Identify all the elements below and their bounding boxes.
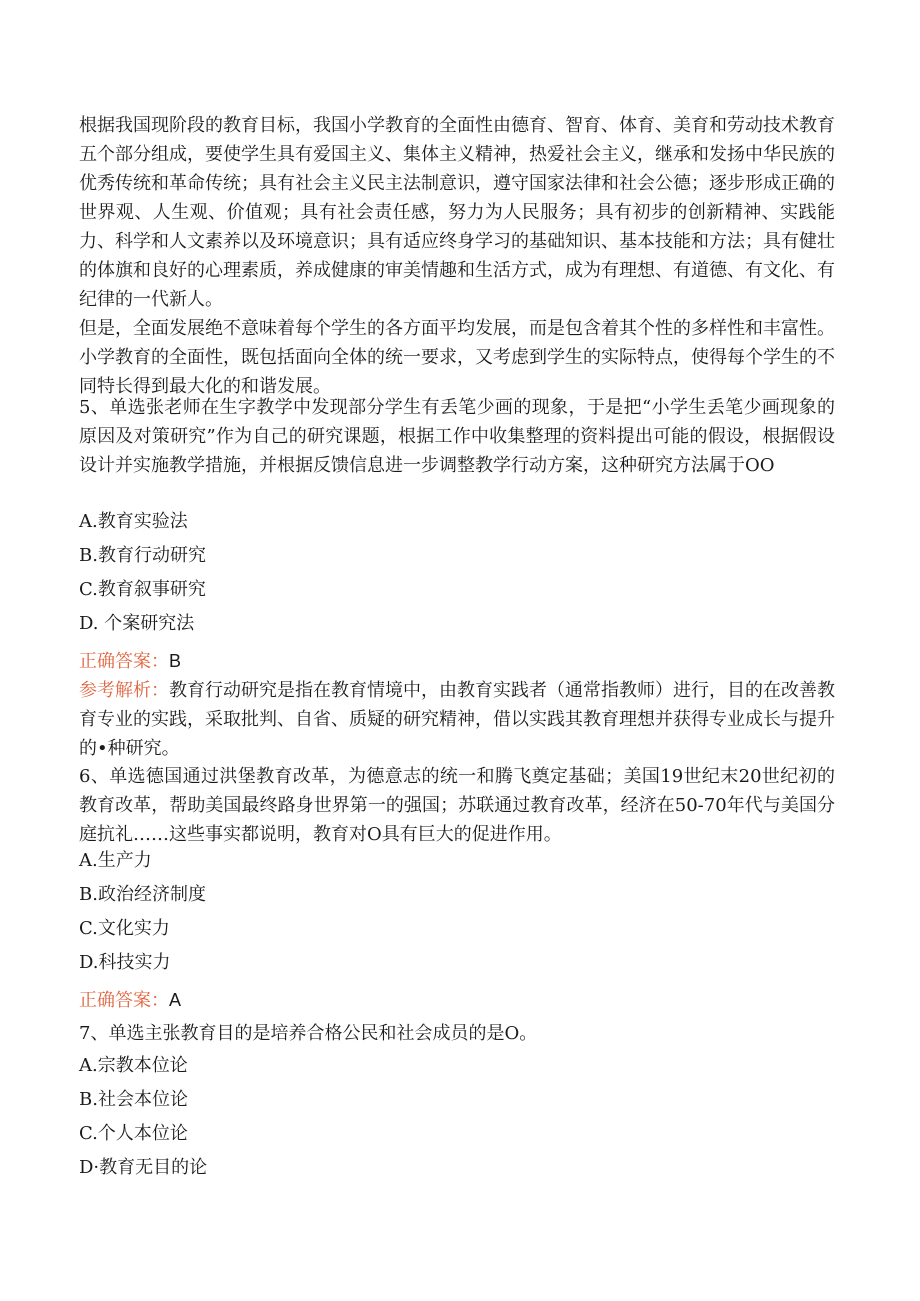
answer-label: 正确答案：	[79, 990, 169, 1011]
intro-paragraph-2: 但是，全面发展绝不意味着每个学生的各方面平均发展，而是包含着其个性的多样性和丰富性。小学教育的全面性，既包括面向全体的统一要求，又考虑到学生的实际特点，使得每个学生的不同特长得到最大化的和谐发展。	[79, 318, 835, 397]
intro-paragraph-1: 根据我国现阶段的教育目标，我国小学教育的全面性由德育、智育、体育、美育和劳动技术教育五个部分组成，要使学生具有爱国主义、集体主义精神，热爱社会主义，继承和发扬中华民族的优秀传统和革命传统；具有社会主义民主法制意识，遵守国家法律和社会公德；逐步形成正确的世界观、人生观、价值观；具有社会责任感，努力为人民服务；具有初步的创新精神、实践能力、科学和人文素养以及环境意识；具有适应终身学习的基础知识、基本技能和方法；具有健壮的体旗和良好的心理素质，养成健康的审美情趣和生活方式，成为有理想、有道德、有文化、有纪律的一代新人。	[79, 115, 835, 310]
question-7-option-c: C.个人本位论	[79, 1123, 188, 1144]
question-6-option-d: D.科技实力	[79, 952, 171, 973]
analysis-label: 参考解析：	[79, 680, 169, 701]
question-5-analysis	[79, 676, 835, 763]
question-7-stem: 7、单选主张教育目的是培养合格公民和社会成员的是O。	[79, 1023, 538, 1044]
question-5-option-d: D. 个案研究法	[79, 613, 195, 634]
question-6-answer	[79, 989, 181, 1012]
question-7-option-a: A.宗教本位论	[79, 1055, 188, 1076]
question-6-option-c: C.文化实力	[79, 918, 170, 939]
question-6-option-a: A.生产力	[79, 850, 152, 871]
answer-value: A	[169, 990, 182, 1010]
question-5-option-b: B.教育行动研究	[79, 545, 206, 566]
question-5-option-a: A.教育实验法	[79, 511, 188, 532]
analysis-text: 教育行动研究是指在教育情境中，由教育实践者（通常指教师）进行，目的在改善教育专业的实践，采取批判、自省、质疑的研究精神，借以实践其教育理想并获得专业成长与提升的•种研究。	[79, 680, 835, 759]
question-7-option-b: B.社会本位论	[79, 1089, 188, 1110]
question-6-stem: 6、单选德国通过洪堡教育改革，为德意志的统一和腾飞奠定基础；美国19世纪末20世纪初的教育改革，帮助美国最终路身世界第一的强国；苏联通过教育改革，经济在50-70年代与美国分庭抗礼……这些事实都说明，教育对O具有巨大的促进作用。	[79, 766, 835, 845]
question-7-option-d: D·教育无目的论	[79, 1157, 208, 1178]
question-6-option-b: B.政治经济制度	[79, 884, 206, 905]
question-5-answer	[79, 650, 181, 673]
question-5-stem: 5、单选张老师在生字教学中发现部分学生有丢笔少画的现象，于是把“小学生丢笔少画现象的原因及对策研究”作为自己的研究课题，根据工作中收集整理的资料提出可能的假设，根据假设设计并实施教学措施，并根据反馈信息进一步调整教学行动方案，这种研究方法属于OO	[79, 397, 835, 476]
answer-value: B	[169, 651, 182, 671]
question-5-option-c: C.教育叙事研究	[79, 579, 206, 600]
answer-label: 正确答案：	[79, 651, 169, 672]
